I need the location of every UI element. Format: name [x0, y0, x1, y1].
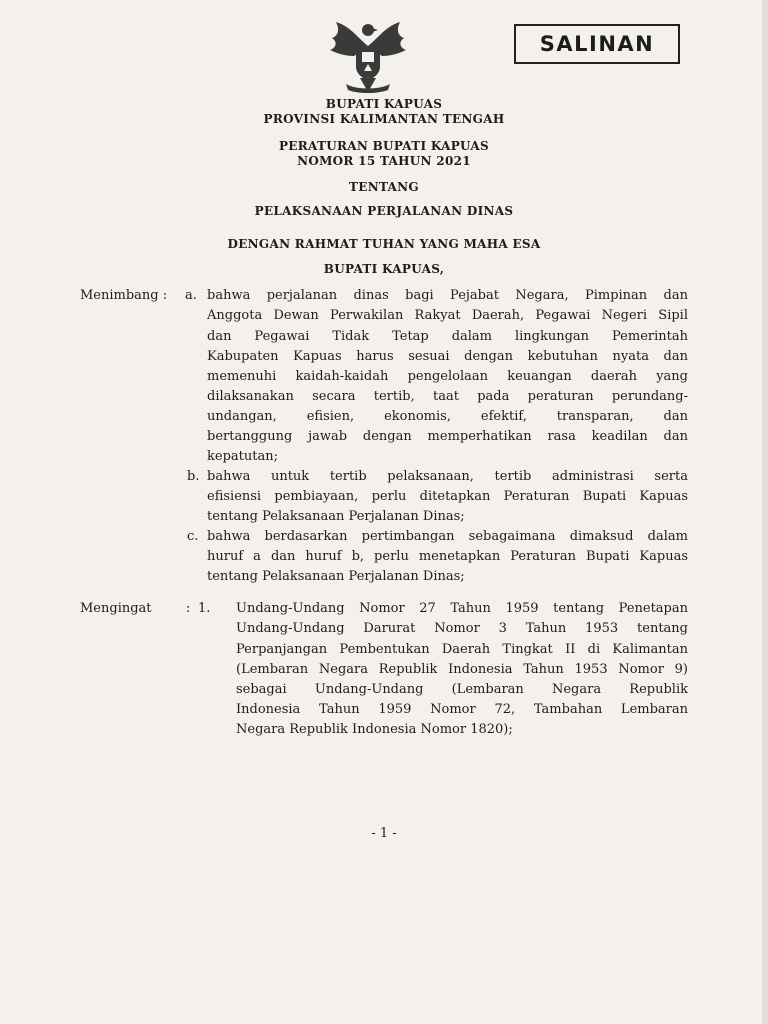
menimbang-b-line: bahwa untuk tertib pelaksanaan, tertib administrasi serta — [207, 469, 688, 484]
menimbang-a-line: dilaksanakan secara tertib, taat pada peraturan perundang- — [207, 389, 688, 404]
menimbang-a-line: Kabupaten Kapuas harus sesuai dengan kebutuhan nyata dan — [207, 349, 688, 364]
header-about: TENTANG — [349, 180, 419, 194]
mengingat-1-line: Negara Republik Indonesia Nomor 1820); — [236, 722, 513, 737]
menimbang-a-line: kepatutan; — [207, 449, 278, 464]
menimbang-label: Menimbang : — [80, 288, 168, 303]
header-regulation: PERATURAN BUPATI KAPUAS — [278, 139, 489, 153]
item-marker-a: a. — [185, 288, 197, 303]
mengingat-colon: : — [186, 601, 191, 616]
mengingat-label: Mengingat — [80, 601, 152, 616]
menimbang-a-line: bahwa perjalanan dinas bagi Pejabat Negara, Pimpinan dan — [207, 288, 688, 303]
menimbang-c-line: huruf a dan huruf b, perlu menetapkan Peraturan Bupati Kapuas — [207, 549, 688, 564]
item-marker-c: c. — [187, 529, 199, 544]
header-invocation: DENGAN RAHMAT TUHAN YANG MAHA ESA — [227, 237, 541, 251]
mengingat-1-line: Undang-Undang Darurat Nomor 3 Tahun 1953 tentang — [236, 621, 688, 636]
page-number: - 1 - — [371, 826, 397, 841]
garuda-emblem-icon — [322, 16, 414, 98]
item-marker-1: 1. — [198, 601, 211, 616]
menimbang-b-line: tentang Pelaksanaan Perjalanan Dinas; — [207, 509, 465, 524]
menimbang-a-line: dan Pegawai Tidak Tetap dalam lingkungan Pemerintah — [207, 329, 688, 344]
header-regent-comma: BUPATI KAPUAS, — [323, 262, 445, 276]
menimbang-c-line: tentang Pelaksanaan Perjalanan Dinas; — [207, 569, 465, 584]
header-regent: BUPATI KAPUAS — [325, 97, 443, 111]
mengingat-1-line: Perpanjangan Pembentukan Daerah Tingkat II di Kalimantan — [236, 642, 688, 657]
menimbang-a-line: Anggota Dewan Perwakilan Rakyat Daerah, Pegawai Negeri Sipil — [207, 308, 688, 323]
header-number: NOMOR 15 TAHUN 2021 — [297, 154, 471, 168]
menimbang-c-line: bahwa berdasarkan pertimbangan sebagaimana dimaksud dalam — [207, 529, 688, 544]
mengingat-1-line: sebagai Undang-Undang (Lembaran Negara Republik — [236, 682, 688, 697]
menimbang-a-line: undangan, efisien, ekonomis, efektif, transparan, dan — [207, 409, 688, 424]
mengingat-1-line: Indonesia Tahun 1959 Nomor 72, Tambahan Lembaran — [236, 702, 688, 717]
menimbang-b-line: efisiensi pembiayaan, perlu ditetapkan Peraturan Bupati Kapuas — [207, 489, 688, 504]
menimbang-a-line: memenuhi kaidah-kaidah pengelolaan keuangan daerah yang — [207, 369, 688, 384]
mengingat-1-line: Undang-Undang Nomor 27 Tahun 1959 tentang Penetapan — [236, 601, 688, 616]
salinan-badge: SALINAN — [514, 24, 680, 64]
item-marker-b: b. — [187, 469, 200, 484]
mengingat-1-line: (Lembaran Negara Republik Indonesia Tahun 1953 Nomor 9) — [236, 662, 688, 677]
header-subject: PELAKSANAAN PERJALANAN DINAS — [254, 204, 514, 218]
menimbang-a-line: bertanggung jawab dengan memperhatikan rasa keadilan dan — [207, 429, 688, 444]
header-province: PROVINSI KALIMANTAN TENGAH — [263, 112, 505, 126]
